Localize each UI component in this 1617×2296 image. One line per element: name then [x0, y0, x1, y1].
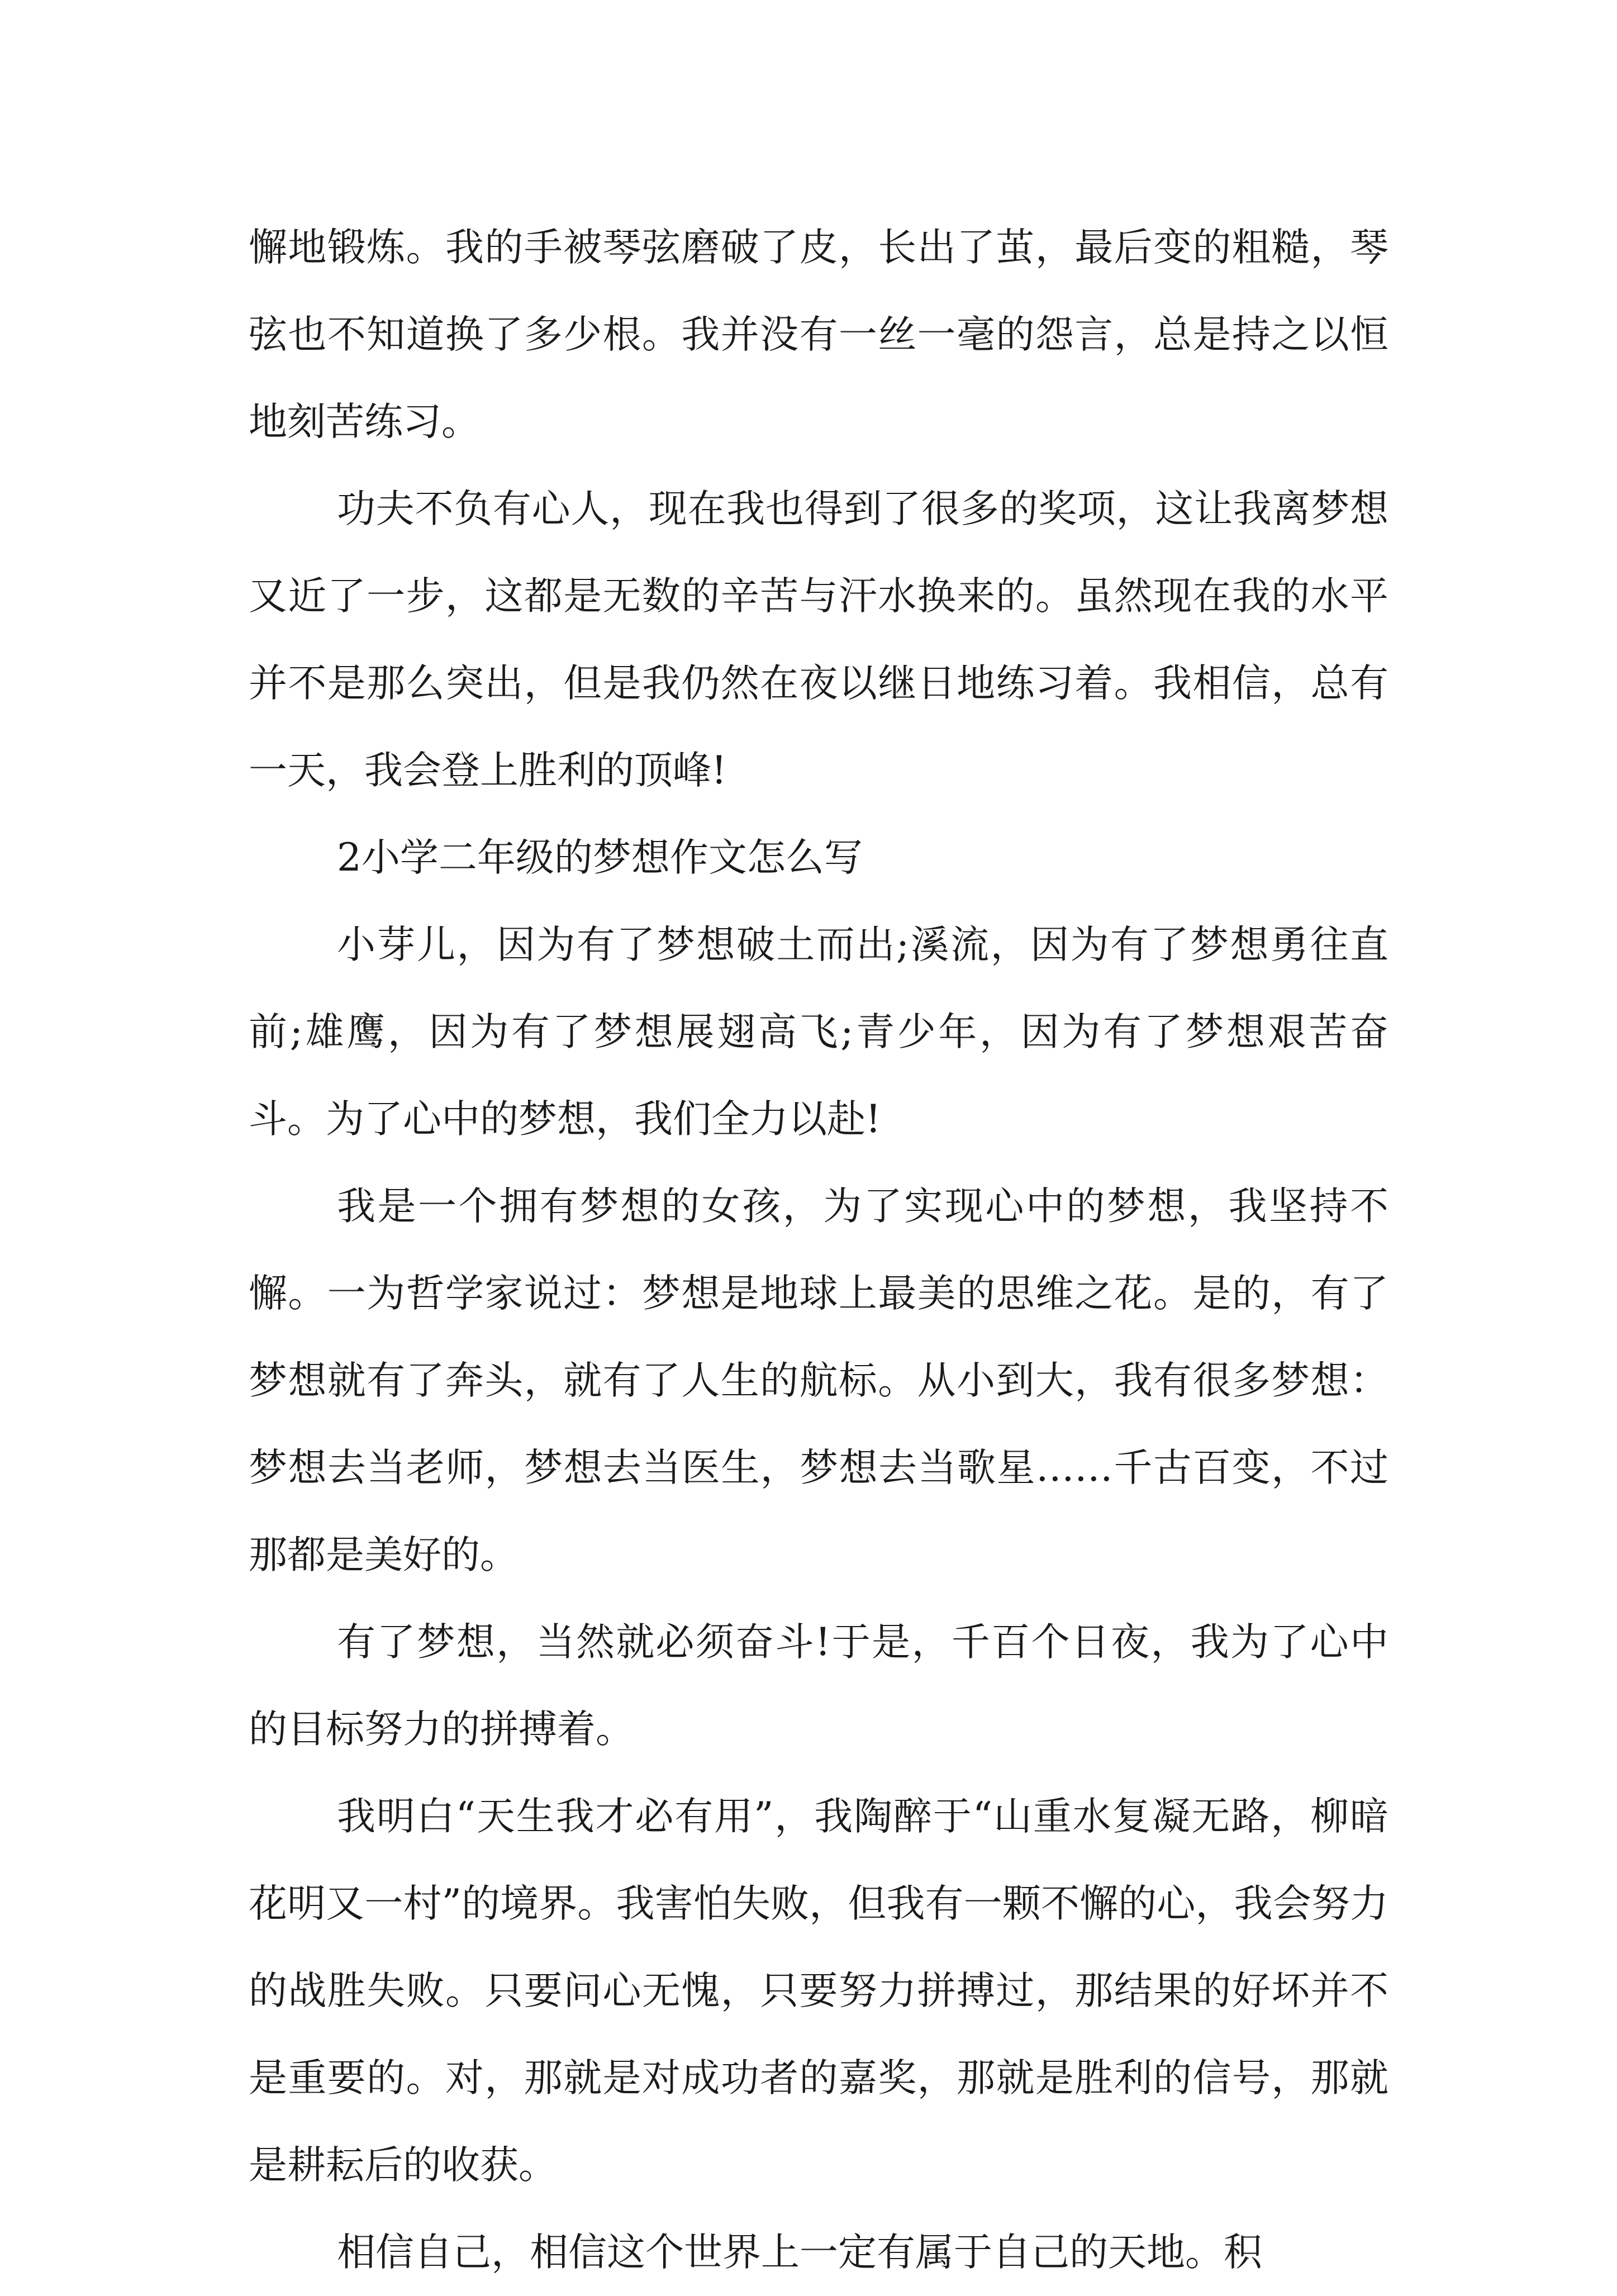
paragraph: 相信自己，相信这个世界上一定有属于自己的天地。积 [337, 2230, 1262, 2275]
paragraph: 小芽儿，因为有了梦想破土而出;溪流，因为有了梦想勇往直前;雄鹰，因为有了梦想展翅高飞;青少年，因为有了梦想艰苦奋斗。为了心中的梦想，我们全力以赴! [249, 923, 1388, 1142]
paragraph: 我明白“天生我才必有用”，我陶醉于“山重水复凝无路，柳暗花明又一村”的境界。我害怕失败，但我有一颗不懈的心，我会努力的战胜失败。只要问心无愧，只要努力拼搏过，那结果的好坏并不是重要的。对，那就是对成功者的嘉奖，那就是胜利的信号，那就是耕耘后的收获。 [249, 1794, 1388, 2188]
paragraph: 有了梦想，当然就必须奋斗!于是，千百个日夜，我为了心中的目标努力的拼搏着。 [249, 1620, 1388, 1752]
paragraph: 我是一个拥有梦想的女孩，为了实现心中的梦想，我坚持不懈。一为哲学家说过：梦想是地球上最美的思维之花。是的，有了梦想就有了奔头，就有了人生的航标。从小到大，我有很多梦想：梦想去当老师，梦想去当医生，梦想去当歌星……千古百变，不过那都是美好的。 [249, 1184, 1388, 1577]
document-body [249, 204, 1388, 2296]
section-heading: 2小学二年级的梦想作文怎么写 [337, 835, 863, 880]
paragraph: 懈地锻炼。我的手被琴弦磨破了皮，长出了茧，最后变的粗糙，琴弦也不知道换了多少根。我并没有一丝一毫的怨言，总是持之以恒地刻苦练习。 [249, 225, 1388, 444]
paragraph: 功夫不负有心人，现在我也得到了很多的奖项，这让我离梦想又近了一步，这都是无数的辛苦与汗水换来的。虽然现在我的水平并不是那么突出，但是我仍然在夜以继日地练习着。我相信，总有一天，我会登上胜利的顶峰! [249, 487, 1388, 793]
